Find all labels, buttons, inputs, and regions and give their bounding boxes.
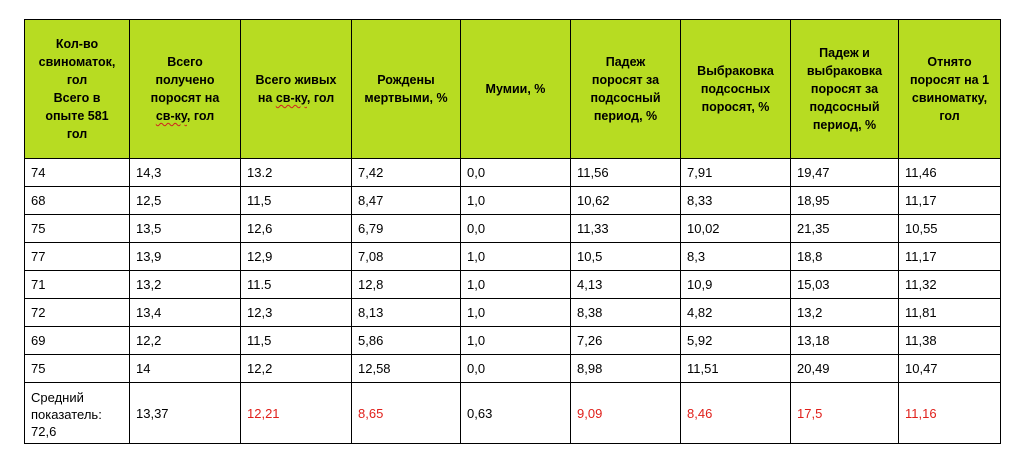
table-cell: 11,81 bbox=[899, 299, 1001, 327]
table-cell: 11,38 bbox=[899, 327, 1001, 355]
table-cell: 5,92 bbox=[681, 327, 791, 355]
table-cell: 21,35 bbox=[791, 215, 899, 243]
table-cell: 8,13 bbox=[352, 299, 461, 327]
table-cell: 12,5 bbox=[130, 187, 241, 215]
average-value: 0,63 bbox=[461, 383, 571, 444]
table-cell: 8,98 bbox=[571, 355, 681, 383]
table-cell: 11,5 bbox=[241, 327, 352, 355]
table-cell: 13.2 bbox=[241, 159, 352, 187]
table-cell: 11,56 bbox=[571, 159, 681, 187]
table-cell: 13,5 bbox=[130, 215, 241, 243]
table-cell: 12,9 bbox=[241, 243, 352, 271]
average-value: 9,09 bbox=[571, 383, 681, 444]
average-value: 17,5 bbox=[791, 383, 899, 444]
table-cell: 20,49 bbox=[791, 355, 899, 383]
table-cell: 10,47 bbox=[899, 355, 1001, 383]
header-weaned: Отнято поросят на 1 свиноматку, гол bbox=[899, 20, 1001, 159]
table-cell: 11,51 bbox=[681, 355, 791, 383]
table-cell: 74 bbox=[25, 159, 130, 187]
table-cell: 18,8 bbox=[791, 243, 899, 271]
spellcheck-word: св-ку bbox=[155, 109, 187, 123]
average-value: 12,21 bbox=[241, 383, 352, 444]
table-cell: 12,8 bbox=[352, 271, 461, 299]
table-cell: 12,3 bbox=[241, 299, 352, 327]
table-cell: 0,0 bbox=[461, 215, 571, 243]
table-row bbox=[25, 243, 1001, 271]
table-cell: 11,17 bbox=[899, 243, 1001, 271]
table-cell: 11,46 bbox=[899, 159, 1001, 187]
table-cell: 15,03 bbox=[791, 271, 899, 299]
header-mortality-culling: Падеж и выбраковка поросят за подсосный период, % bbox=[791, 20, 899, 159]
average-value: 8,46 bbox=[681, 383, 791, 444]
table-row bbox=[25, 159, 1001, 187]
table-cell: 75 bbox=[25, 355, 130, 383]
table-cell: 10,5 bbox=[571, 243, 681, 271]
table-cell: 11.5 bbox=[241, 271, 352, 299]
table-cell: 71 bbox=[25, 271, 130, 299]
table-row bbox=[25, 355, 1001, 383]
table-cell: 11,33 bbox=[571, 215, 681, 243]
table-cell: 1,0 bbox=[461, 299, 571, 327]
table-row bbox=[25, 187, 1001, 215]
table-cell: 1,0 bbox=[461, 327, 571, 355]
table-cell: 75 bbox=[25, 215, 130, 243]
table-cell: 14,3 bbox=[130, 159, 241, 187]
table-cell: 12,2 bbox=[241, 355, 352, 383]
table-cell: 1,0 bbox=[461, 243, 571, 271]
table-cell: 0,0 bbox=[461, 159, 571, 187]
table-cell: 8,38 bbox=[571, 299, 681, 327]
average-value: 13,37 bbox=[130, 383, 241, 444]
table-cell: 69 bbox=[25, 327, 130, 355]
header-sows-count: Кол-во свиноматок, гол Всего в опыте 581 гол bbox=[25, 20, 130, 159]
table-cell: 1,0 bbox=[461, 187, 571, 215]
average-value: 8,65 bbox=[352, 383, 461, 444]
table-cell: 12,58 bbox=[352, 355, 461, 383]
table-cell: 7,08 bbox=[352, 243, 461, 271]
header-row bbox=[25, 20, 1001, 159]
average-label: Средний показатель: 72,6 bbox=[25, 383, 130, 444]
table-cell: 77 bbox=[25, 243, 130, 271]
data-table bbox=[24, 19, 1001, 444]
table-cell: 0,0 bbox=[461, 355, 571, 383]
table-cell: 4,82 bbox=[681, 299, 791, 327]
table-row bbox=[25, 271, 1001, 299]
table-cell: 13,4 bbox=[130, 299, 241, 327]
table-cell: 10,62 bbox=[571, 187, 681, 215]
table-cell: 18,95 bbox=[791, 187, 899, 215]
table-body bbox=[25, 159, 1001, 444]
table-row bbox=[25, 327, 1001, 355]
table-cell: 8,3 bbox=[681, 243, 791, 271]
table-cell: 13,2 bbox=[791, 299, 899, 327]
table-cell: 10,55 bbox=[899, 215, 1001, 243]
table-cell: 11,32 bbox=[899, 271, 1001, 299]
header-live-piglets: Всего живых на св-ку, гол bbox=[241, 20, 352, 159]
table-cell: 14 bbox=[130, 355, 241, 383]
header-total-piglets: Всего получено поросят на св-ку, гол bbox=[130, 20, 241, 159]
table-cell: 1,0 bbox=[461, 271, 571, 299]
table-cell: 8,47 bbox=[352, 187, 461, 215]
spellcheck-word: св-ку bbox=[275, 91, 307, 105]
table-cell: 6,79 bbox=[352, 215, 461, 243]
header-mummies: Мумии, % bbox=[461, 20, 571, 159]
table-cell: 8,33 bbox=[681, 187, 791, 215]
table-cell: 19,47 bbox=[791, 159, 899, 187]
table-cell: 68 bbox=[25, 187, 130, 215]
table-cell: 12,2 bbox=[130, 327, 241, 355]
table-cell: 12,6 bbox=[241, 215, 352, 243]
table-row bbox=[25, 299, 1001, 327]
table-cell: 7,91 bbox=[681, 159, 791, 187]
table-cell: 13,18 bbox=[791, 327, 899, 355]
header-culling: Выбраковка подсосных поросят, % bbox=[681, 20, 791, 159]
table-cell: 13,9 bbox=[130, 243, 241, 271]
table-cell: 72 bbox=[25, 299, 130, 327]
table-cell: 10,02 bbox=[681, 215, 791, 243]
header-mortality: Падеж поросят за подсосный период, % bbox=[571, 20, 681, 159]
table-cell: 11,17 bbox=[899, 187, 1001, 215]
table-cell: 7,26 bbox=[571, 327, 681, 355]
average-row bbox=[25, 383, 1001, 444]
header-stillborn: Рождены мертвыми, % bbox=[352, 20, 461, 159]
table-cell: 7,42 bbox=[352, 159, 461, 187]
table-row bbox=[25, 215, 1001, 243]
table-cell: 10,9 bbox=[681, 271, 791, 299]
table-cell: 4,13 bbox=[571, 271, 681, 299]
table-cell: 5,86 bbox=[352, 327, 461, 355]
table-cell: 11,5 bbox=[241, 187, 352, 215]
table-cell: 13,2 bbox=[130, 271, 241, 299]
average-value: 11,16 bbox=[899, 383, 1001, 444]
